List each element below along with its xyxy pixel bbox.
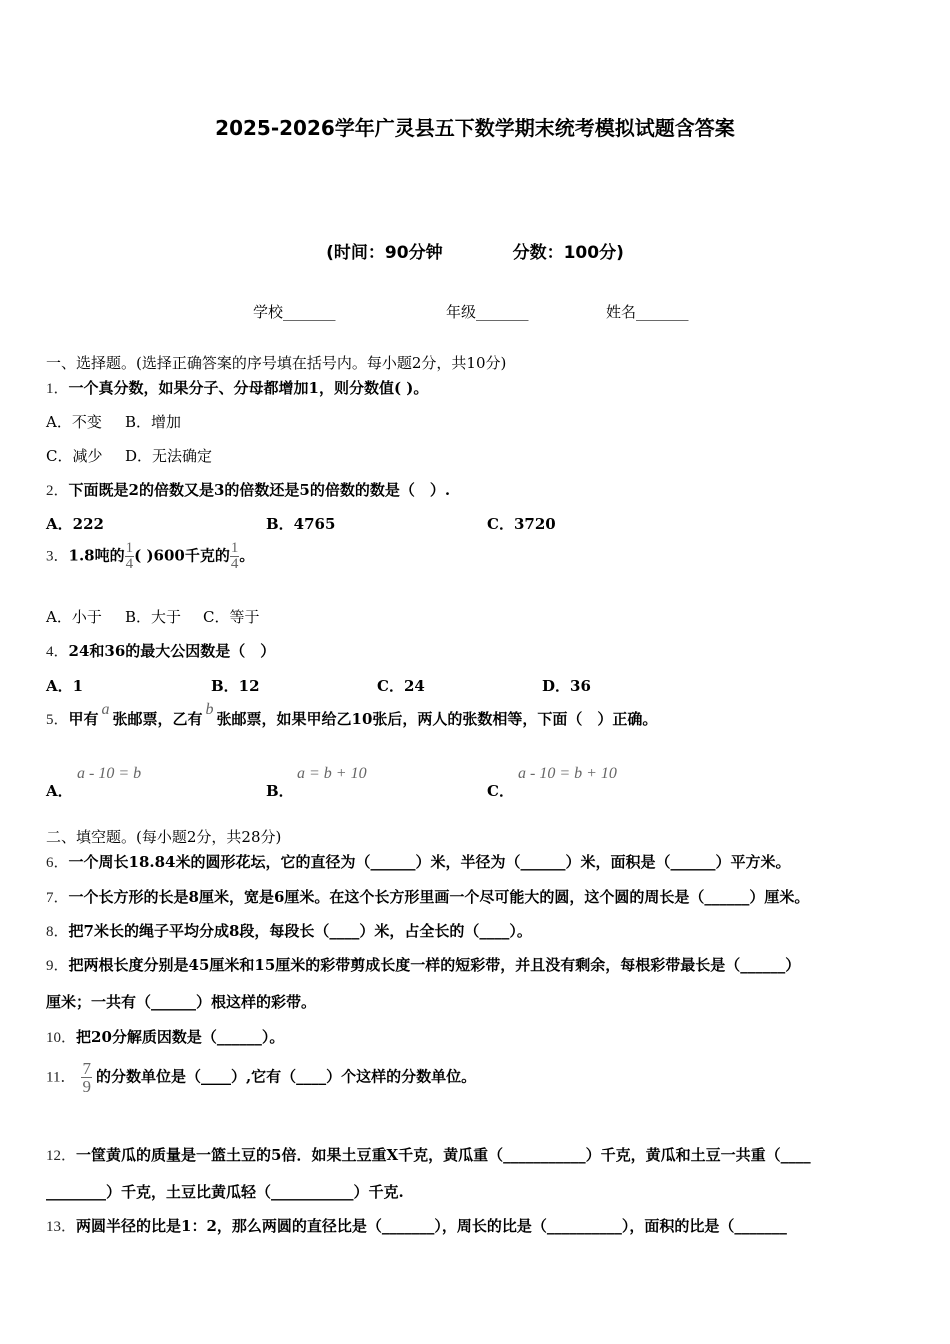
- question-text: 把7米长的绳子平均分成8段，每段长（____）米，占全长的（____）。: [68, 922, 532, 940]
- q5-option-a: A．: [46, 782, 73, 800]
- question-13: [46, 1215, 787, 1236]
- question-number: 9．: [46, 958, 69, 974]
- question-text: 一个真分数，如果分子、分母都增加1，则分数值( )。: [68, 379, 429, 397]
- fraction-one-quarter: $\frac{1}{4}$: [125, 540, 134, 572]
- fraction-one-quarter: $\frac{1}{4}$: [230, 540, 239, 572]
- fraction-seven-ninths: $\frac{7}{9}$: [82, 1059, 91, 1096]
- exam-meta: [0, 238, 950, 263]
- q1-option-c: C．减少: [46, 447, 103, 465]
- q1-option-b: B．增加: [125, 413, 182, 431]
- question-number: 6．: [46, 855, 69, 871]
- question-text: 24和36的最大公因数是（ ）: [68, 642, 276, 660]
- question-text: 一个长方形的长是8厘米，宽是6厘米。在这个长方形里画一个尽可能大的圆，这个圆的周长是（______）厘米。: [68, 888, 810, 906]
- q4-option-c: C．24: [377, 677, 425, 695]
- q4-option-a: A．1: [46, 677, 84, 695]
- question-text-2: ( )600千克的: [134, 546, 230, 565]
- page-title: 2025-2026学年广灵县五下数学期末统考模拟试题含答案: [215, 116, 735, 140]
- section1-heading: 一、选择题。(选择正确答案的序号填在括号内。每小题2分，共10分): [46, 354, 507, 372]
- question-10: [46, 1026, 284, 1047]
- question-text-2: 张邮票，乙有: [112, 710, 203, 728]
- question-number: 3．: [46, 548, 69, 565]
- question-text-3: 张邮票，如果甲给乙10张后，两人的张数相等，下面（ ）正确。: [216, 710, 658, 728]
- q2-option-a: A．222: [46, 515, 104, 533]
- question-12: [46, 1144, 811, 1165]
- question-5: [46, 701, 658, 729]
- question-6: [46, 851, 791, 872]
- question-number: 12．: [46, 1148, 77, 1164]
- q5-equation-b: a = b + 10: [297, 765, 367, 782]
- question-text: 把20分解质因数是（______）。: [76, 1028, 285, 1046]
- question-text: 的分数单位是（____）,它有（____）个这样的分数单位。: [95, 1067, 477, 1086]
- question-4: [46, 640, 275, 661]
- question-9: [46, 954, 800, 975]
- school-field: 学校_______: [253, 303, 336, 321]
- question-11: [46, 1060, 476, 1095]
- q3-option-c: C．等于: [203, 608, 260, 626]
- name-field: 姓名_______: [606, 303, 689, 321]
- question-text-line1: 把两根长度分别是45厘米和15厘米的彩带剪成长度一样的短彩带，并且没有剩余，每根彩带最长是（______）: [68, 956, 801, 974]
- question-number: 4．: [46, 644, 69, 660]
- total-score: 分数：100分): [512, 243, 624, 263]
- question-1: [46, 377, 428, 398]
- q2-option-b: B．4765: [266, 515, 336, 533]
- question-text-line2: ________）千克，土豆比黄瓜轻（___________）千克.: [46, 1183, 404, 1201]
- q5-option-b: B．: [266, 782, 294, 800]
- question-text-3: 。: [239, 546, 255, 565]
- question-12-continued: [46, 1181, 404, 1202]
- q5-equation-c: a - 10 = b + 10: [518, 765, 617, 782]
- question-text: 一个周长18.84米的圆形花坛，它的直径为（______）米，半径为（______）米，面积是（______）平方米。: [68, 853, 791, 871]
- time-limit: (时间：90分钟: [326, 243, 443, 263]
- section2-heading: 二、填空题。(每小题2分，共28分): [46, 828, 282, 846]
- q1-option-d: D．无法确定: [125, 447, 213, 465]
- question-text-line1: 一筐黄瓜的质量是一篮土豆的5倍．如果土豆重X千克，黄瓜重（___________）千克，黄瓜和土豆一共重（____: [76, 1146, 811, 1164]
- question-number: 2．: [46, 483, 69, 499]
- question-text-line2: 厘米；一共有（______）根这样的彩带。: [46, 993, 317, 1011]
- q5-option-c: C．: [487, 782, 514, 800]
- q4-option-d: D．36: [542, 677, 591, 695]
- question-number: 8．: [46, 924, 69, 940]
- grade-field: 年级_______: [446, 303, 529, 321]
- q3-option-b: B．大于: [125, 608, 182, 626]
- question-number: 7．: [46, 890, 69, 906]
- question-8: [46, 920, 532, 941]
- question-text: 两圆半径的比是1：2，那么两圆的直径比是（_______），周长的比是（__________），面积的比是（_______: [76, 1217, 787, 1235]
- question-number: 13．: [46, 1219, 77, 1235]
- question-7: [46, 886, 809, 907]
- question-number: 5．: [46, 712, 69, 728]
- variable-a: a: [101, 701, 110, 718]
- q1-option-a: A．不变: [46, 413, 102, 431]
- question-number: 1．: [46, 381, 69, 397]
- q3-option-a: A．小于: [46, 608, 102, 626]
- variable-b: b: [205, 701, 214, 718]
- question-3: [46, 541, 254, 572]
- question-number: 11．: [46, 1069, 76, 1086]
- question-text-1: 1.8吨的: [68, 546, 125, 565]
- q2-option-c: C．3720: [487, 515, 556, 533]
- q4-option-b: B．12: [211, 677, 260, 695]
- q5-equation-a: a - 10 = b: [77, 765, 142, 782]
- question-number: 10．: [46, 1030, 77, 1046]
- question-text: 下面既是2的倍数又是3的倍数还是5的倍数的数是（ ）.: [68, 481, 451, 499]
- question-2: [46, 479, 450, 500]
- question-text-1: 甲有: [68, 710, 99, 728]
- question-9-continued: [46, 991, 316, 1012]
